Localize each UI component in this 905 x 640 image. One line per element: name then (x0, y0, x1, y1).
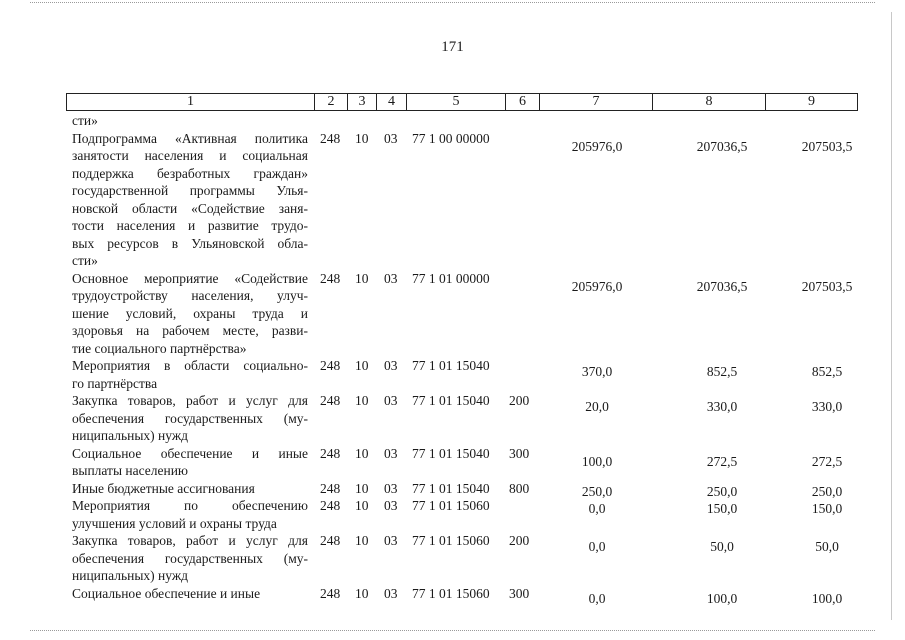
column-header: 7 (540, 94, 653, 111)
description-line: Иные бюджетные ассигнования (72, 480, 255, 496)
cell-col-4: 03 (384, 445, 398, 461)
cell-col-9: 330,0 (811, 399, 843, 414)
cell-col-4: 03 (384, 585, 398, 601)
cell-col-2: 248 (320, 585, 341, 601)
table-row (72, 270, 872, 358)
cell-col-6: 200 (509, 533, 530, 548)
cell-col-8: 852,5 (706, 364, 738, 379)
description-line: поддержка безработных граждан» (72, 165, 308, 181)
cell-col-9: 150,0 (811, 501, 843, 516)
column-header: 2 (315, 94, 348, 111)
row-description (72, 445, 308, 480)
continuation-text: сти» (72, 113, 98, 128)
row-description (72, 532, 308, 585)
cell-col-8: 100,0 (706, 590, 738, 606)
table-row (72, 357, 872, 392)
description-line: обеспечения государственных (му- (72, 410, 308, 426)
description-line: ниципальных) нужд (72, 428, 189, 443)
cell-col-7: 0,0 (588, 539, 606, 554)
description-line: улучшения условий и охраны труда (72, 515, 277, 531)
cell-col-4: 03 (384, 533, 398, 548)
column-header: 8 (653, 94, 766, 111)
cell-col-4: 03 (384, 358, 398, 373)
cell-col-4: 03 (384, 393, 398, 408)
cell-col-9: 207503,5 (801, 278, 853, 294)
description-line: обеспечения государственных (му- (72, 550, 308, 566)
row-description (72, 357, 308, 392)
table-row (72, 585, 872, 606)
cell-col-7: 100,0 (581, 453, 613, 469)
column-header: 9 (766, 94, 858, 111)
table-row (72, 497, 872, 532)
table-row (72, 445, 872, 480)
cell-col-5: 77 1 01 15060 (412, 533, 490, 548)
cell-col-5: 77 1 00 00000 (412, 130, 490, 146)
cell-col-2: 248 (320, 270, 341, 286)
description-line: новской области «Содействие заня- (72, 200, 308, 216)
cell-col-8: 207036,5 (696, 138, 748, 154)
description-line: шение условий, охраны труда и (72, 305, 308, 321)
cell-col-9: 50,0 (815, 539, 839, 554)
column-header: 3 (348, 94, 377, 111)
description-line: Мероприятия по обеспечению (72, 498, 308, 513)
column-header: 1 (67, 94, 315, 111)
column-header-row (66, 93, 858, 111)
description-line: вых ресурсов в Ульяновской обла- (72, 235, 308, 251)
cell-col-4: 03 (384, 130, 398, 146)
cell-col-8: 207036,5 (696, 278, 748, 294)
cell-col-9: 207503,5 (801, 138, 853, 154)
description-line: государственной программы Улья- (72, 183, 308, 198)
cell-col-3: 10 (355, 358, 369, 373)
cell-col-6: 800 (509, 480, 530, 496)
cell-col-3: 10 (355, 498, 369, 513)
cell-col-2: 248 (320, 358, 341, 373)
cell-col-9: 852,5 (811, 364, 843, 379)
continuation-row (72, 112, 872, 130)
cell-col-2: 248 (320, 445, 341, 461)
column-header: 4 (377, 94, 407, 111)
cell-col-9: 272,5 (811, 453, 843, 469)
description-line: здоровья на рабочем месте, разви- (72, 323, 308, 338)
description-line: занятости населения и социальная (72, 148, 308, 163)
table-row (72, 480, 872, 498)
table-row (72, 532, 872, 585)
cell-col-4: 03 (384, 498, 398, 513)
table-row (72, 130, 872, 270)
cell-col-3: 10 (355, 270, 369, 286)
description-line: трудоустройству населения, улуч- (72, 288, 308, 303)
cell-col-9: 100,0 (811, 590, 843, 606)
cell-col-5: 77 1 01 15040 (412, 393, 490, 408)
cell-col-3: 10 (355, 480, 369, 496)
cell-col-6: 200 (509, 393, 530, 408)
row-description (72, 480, 308, 498)
cell-col-8: 250,0 (706, 483, 738, 499)
description-line: тости населения и развитие трудо- (72, 218, 308, 233)
description-line: ниципальных) нужд (72, 568, 189, 583)
description-line: Закупка товаров, работ и услуг для (72, 393, 308, 408)
page-number: 171 (441, 39, 464, 55)
row-description (72, 585, 308, 603)
cell-col-3: 10 (355, 393, 369, 408)
description-line: сти» (72, 253, 98, 268)
cell-col-6: 300 (509, 445, 530, 461)
row-description (72, 270, 308, 358)
description-line: Социальное обеспечение и иные (72, 445, 308, 461)
table-body (72, 112, 872, 606)
cell-col-7: 20,0 (585, 399, 609, 414)
column-header: 5 (407, 94, 506, 111)
cell-col-5: 77 1 01 15040 (412, 445, 490, 461)
description-line: тие социального партнёрства» (72, 340, 247, 356)
cell-col-3: 10 (355, 130, 369, 146)
table-row (72, 392, 872, 445)
cell-col-2: 248 (320, 533, 341, 548)
description-line: Социальное обеспечение и иные (72, 585, 261, 601)
scan-edge-bottom (30, 630, 875, 631)
cell-col-8: 272,5 (706, 453, 738, 469)
cell-col-4: 03 (384, 270, 398, 286)
cell-col-8: 150,0 (706, 501, 738, 516)
column-header: 6 (506, 94, 540, 111)
cell-col-5: 77 1 01 00000 (412, 270, 490, 286)
description-line: Основное мероприятие «Содействие (72, 270, 308, 286)
cell-col-8: 330,0 (706, 399, 738, 414)
cell-col-7: 205976,0 (571, 278, 623, 294)
scan-edge-right (891, 12, 892, 620)
row-description (72, 392, 308, 445)
cell-col-5: 77 1 01 15060 (412, 498, 490, 513)
cell-col-5: 77 1 01 15060 (412, 585, 490, 601)
cell-col-3: 10 (355, 533, 369, 548)
cell-col-2: 248 (320, 130, 341, 146)
cell-col-5: 77 1 01 15040 (412, 480, 490, 496)
description-line: го партнёрства (72, 375, 158, 391)
cell-col-3: 10 (355, 585, 369, 601)
description-line: выплаты населению (72, 463, 189, 478)
scan-edge-top (30, 2, 875, 3)
cell-col-7: 250,0 (581, 483, 613, 499)
description-line: Закупка товаров, работ и услуг для (72, 533, 308, 548)
row-description (72, 130, 308, 270)
cell-col-2: 248 (320, 393, 341, 408)
cell-col-8: 50,0 (710, 539, 734, 554)
cell-col-7: 0,0 (588, 590, 606, 606)
description-line: Подпрограмма «Активная политика (72, 130, 308, 146)
cell-col-2: 248 (320, 498, 341, 513)
cell-col-5: 77 1 01 15040 (412, 358, 490, 373)
description-line: Мероприятия в области социально- (72, 358, 308, 373)
row-description (72, 497, 308, 532)
cell-col-7: 205976,0 (571, 138, 623, 154)
cell-col-3: 10 (355, 445, 369, 461)
cell-col-2: 248 (320, 480, 341, 496)
cell-col-7: 370,0 (581, 364, 613, 379)
cell-col-7: 0,0 (588, 501, 606, 516)
cell-col-4: 03 (384, 480, 398, 496)
cell-col-6: 300 (509, 585, 530, 601)
cell-col-9: 250,0 (811, 483, 843, 499)
